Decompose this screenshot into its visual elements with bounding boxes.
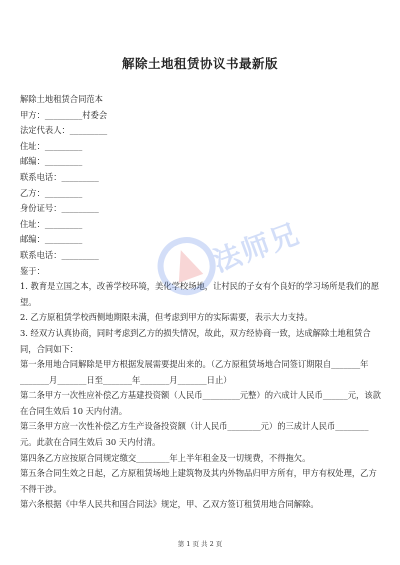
doc-para-recital-1: 1. 教育是立国之本，改善学校环境，美化学校场地，让村民的子女有个良好的学习场所是我们的愿望。 xyxy=(20,281,380,307)
doc-line-phone-b: 联系电话：_________ xyxy=(20,249,99,260)
doc-line-postcode-a: 邮编：_________ xyxy=(20,156,83,167)
doc-para-article-4: 第四条乙方应按原合同规定缴交________年上半年租金及一切规费，不得拖欠。 xyxy=(20,452,311,463)
doc-line-address-a: 住址：_________ xyxy=(20,140,83,151)
doc-para-article-5: 第五条合同生效之日起，乙方原租赁场地上建筑物及其内外物品归甲方所有，甲方有权处理，乙方不得干涉。 xyxy=(20,468,377,494)
doc-line-phone-a: 联系电话：_________ xyxy=(20,171,99,182)
doc-line-address-b: 住址：_________ xyxy=(20,218,83,229)
watermark-text: 法师兄 xyxy=(208,216,305,279)
doc-line-party-b: 乙方：_________ xyxy=(20,187,83,198)
doc-line-postcode-b: 邮编：_________ xyxy=(20,234,83,245)
doc-para-article-3: 第三条甲方应一次性补偿乙方生产设备投资额（计人民币________元）的三成计人民币________元。此款在合同生效后 30 天内付清。 xyxy=(20,421,369,448)
doc-line-id-number: 身份证号：_________ xyxy=(20,203,99,214)
document-title: 解除土地租赁协议书最新版 xyxy=(121,56,278,71)
doc-para-article-2: 第二条甲方一次性应补偿乙方基建投资额（人民币_________元整）的六成计人民币______元，该款在合同生效后 10 天内付清。 xyxy=(20,390,381,416)
doc-para-article-1: 第一条用地合同解除是甲方根据发展需要提出来的。（乙方原租赁场地合同签订期限自_______年_______月_______日至_______年_______月_______日止） xyxy=(20,359,369,385)
document-body xyxy=(20,92,382,513)
doc-para-recital-3: 3. 经双方认真协商，同时考虑到乙方的损失情况，故此，双方经协商一致，达成解除土地租赁合同，合同如下： xyxy=(20,327,371,354)
doc-line-party-a: 甲方：_________村委会 xyxy=(20,109,108,120)
doc-para-article-6: 第六条根据《中华人民共和国合同法》规定，甲、乙双方签订租赁用地合同解除。 xyxy=(20,499,319,510)
doc-line-legal-rep: 法定代表人：_________ xyxy=(20,125,108,136)
doc-line-whereas: 鉴于： xyxy=(20,265,45,276)
doc-para-recital-2: 2. 乙方原租赁学校西侧地期限未满，但考虑到甲方的实际需要，表示大力支持。 xyxy=(20,312,313,323)
page-footer: 第 1 页 共 2 页 xyxy=(177,540,223,548)
doc-line-template-name: 解除土地租赁合同范本 xyxy=(20,94,103,104)
